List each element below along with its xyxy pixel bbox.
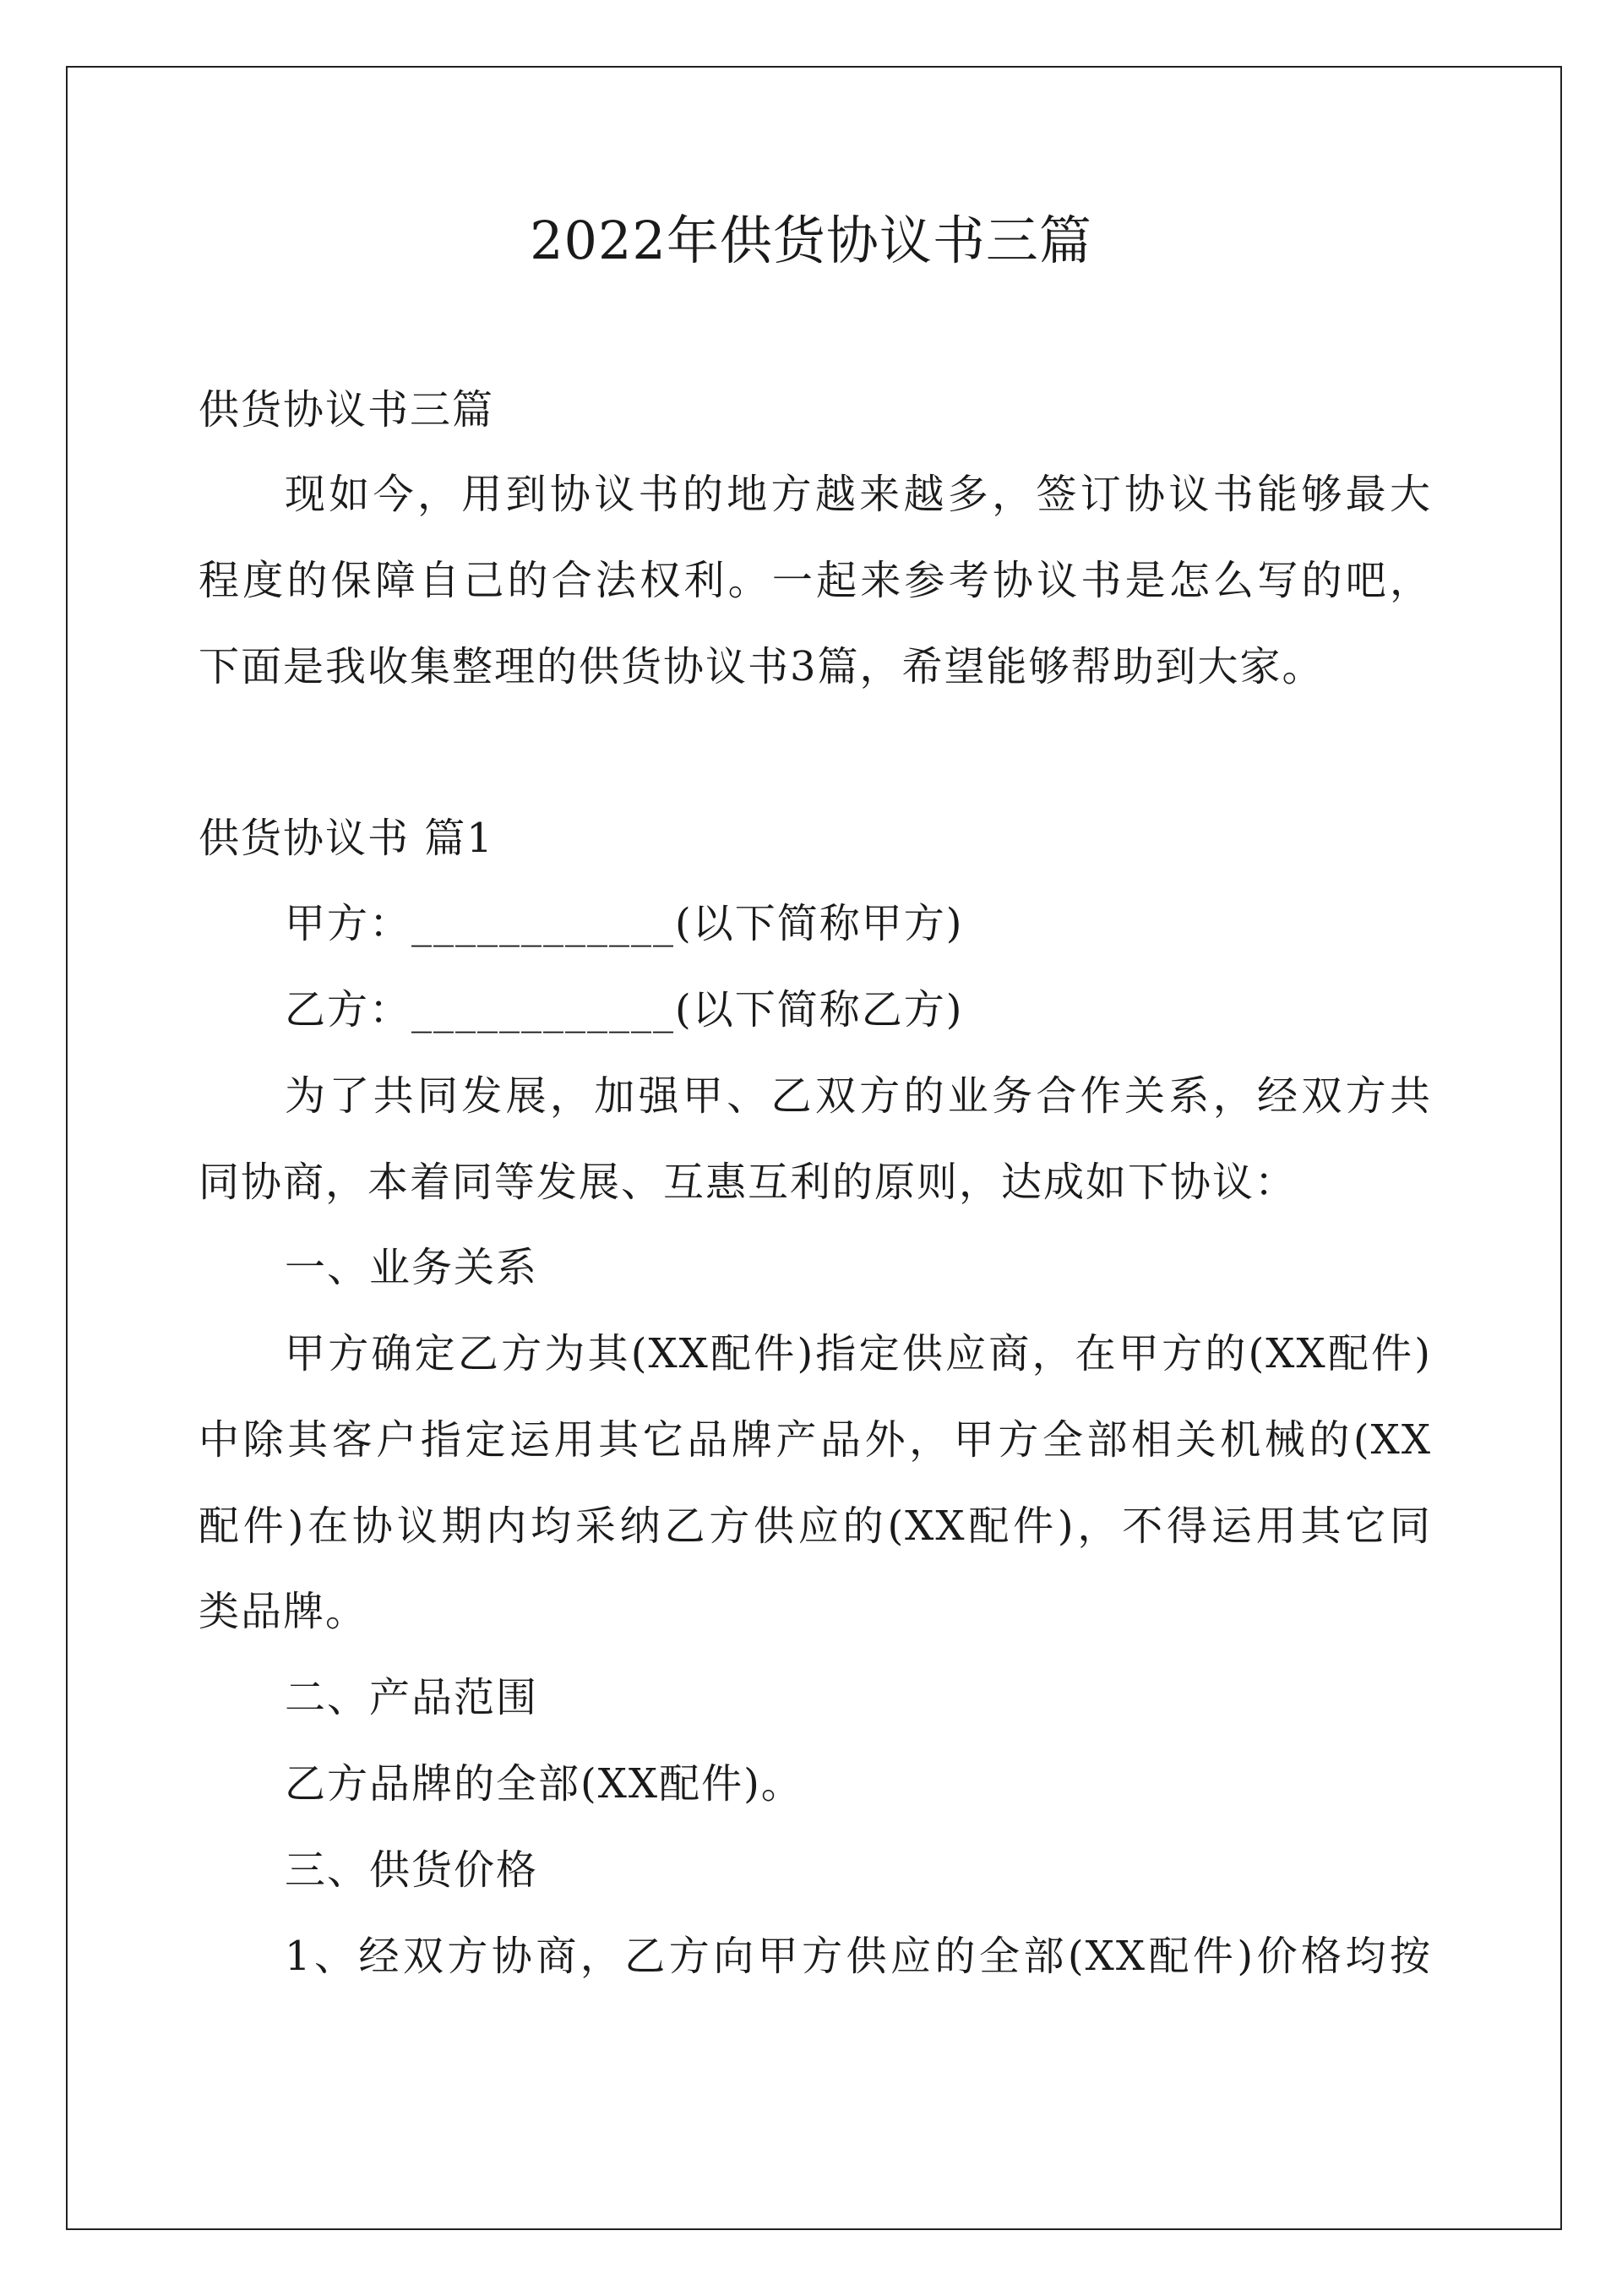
section-heading-1: 供货协议书 篇1 bbox=[199, 815, 494, 862]
clause-heading-1: 一、业务关系 bbox=[285, 1244, 539, 1291]
clause-1-line-1: 甲方确定乙方为其(XX配件)指定供应商，在甲方的(XX配件) bbox=[285, 1330, 1432, 1377]
clause-heading-2: 二、产品范围 bbox=[285, 1674, 539, 1721]
clause-heading-3: 三、供货价格 bbox=[285, 1846, 539, 1894]
party-b-line: 乙方：____________(以下简称乙方) bbox=[285, 986, 964, 1033]
intro-line-2: 程度的保障自己的合法权利。一起来参考协议书是怎么写的吧， bbox=[199, 557, 1432, 604]
purpose-line-2: 同协商，本着同等发展、互惠互利的原则，达成如下协议： bbox=[199, 1159, 1298, 1206]
subtitle: 供货协议书三篇 bbox=[199, 386, 495, 434]
party-a-line: 甲方：____________(以下简称甲方) bbox=[285, 900, 964, 947]
clause-2-line-1: 乙方品牌的全部(XX配件)。 bbox=[285, 1760, 803, 1808]
document-title: 2022年供货协议书三篇 bbox=[530, 210, 1092, 271]
clause-1-line-4: 类品牌。 bbox=[199, 1588, 368, 1635]
clause-1-line-2: 中除其客户指定运用其它品牌产品外，甲方全部相关机械的(XX bbox=[199, 1416, 1432, 1464]
intro-line-3: 下面是我收集整理的供货协议书3篇，希望能够帮助到大家。 bbox=[199, 643, 1325, 690]
clause-3-line-1: 1、经双方协商，乙方向甲方供应的全部(XX配件)价格均按 bbox=[285, 1933, 1432, 1980]
purpose-line-1: 为了共同发展，加强甲、乙双方的业务合作关系，经双方共 bbox=[285, 1072, 1432, 1120]
intro-line-1: 现如今，用到协议书的地方越来越多，签订协议书能够最大 bbox=[285, 471, 1432, 518]
clause-1-line-3: 配件)在协议期内均采纳乙方供应的(XX配件)，不得运用其它同 bbox=[199, 1502, 1432, 1550]
